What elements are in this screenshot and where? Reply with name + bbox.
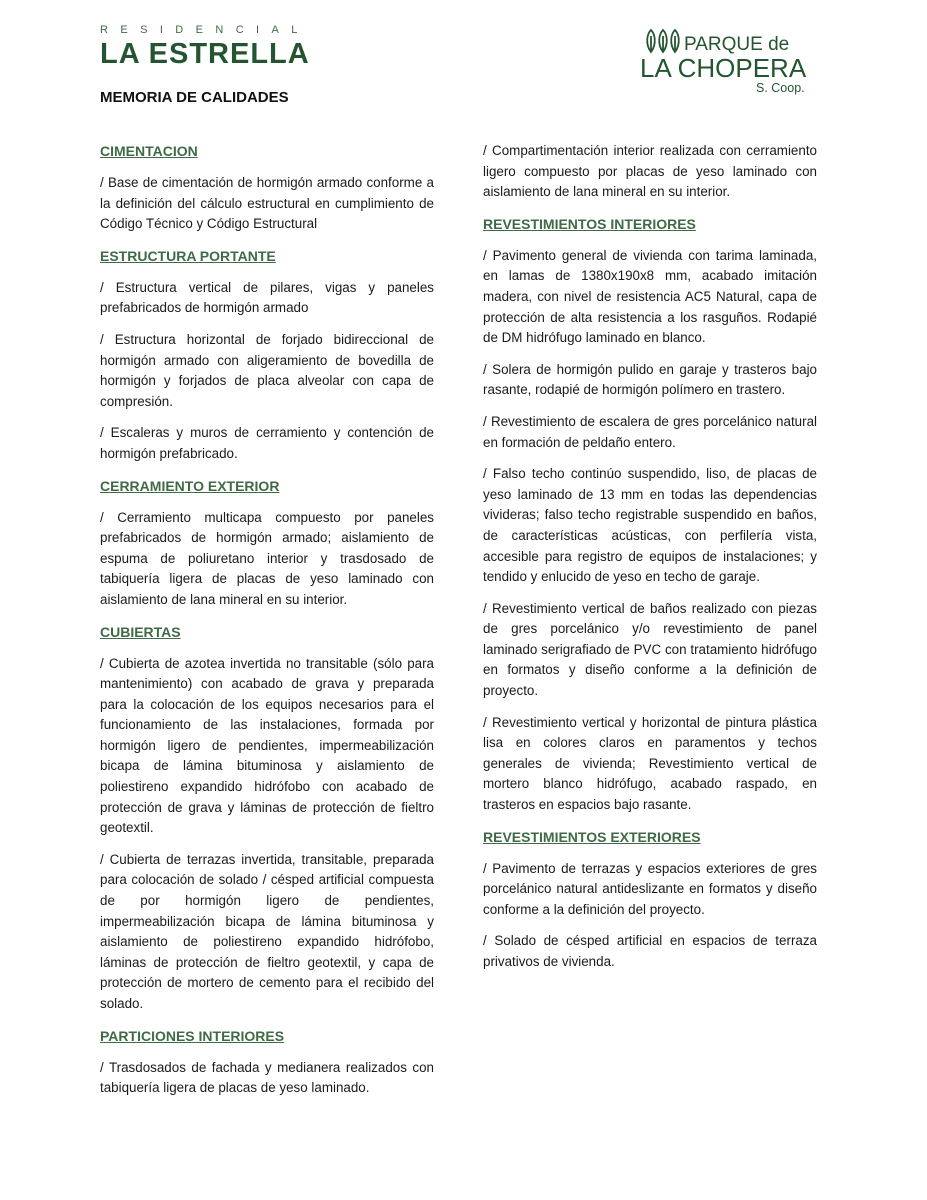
section-heading: ESTRUCTURA PORTANTE — [100, 247, 276, 264]
page-title: MEMORIA DE CALIDADES — [100, 89, 289, 106]
section-paragraph: / Revestimiento de escalera de gres porcelánico natural en formación de peldaño entero. — [483, 413, 817, 450]
left-column — [100, 141, 434, 1110]
section-revestimientos-exteriores — [483, 827, 817, 973]
section-heading: CIMENTACION — [100, 143, 198, 159]
section-cubiertas — [100, 622, 434, 1015]
section-paragraph: / Cubierta de terrazas invertida, transitable, preparada para colocación de solado / césped artificial compuesta de por hormigón ligero de pendientes, impermeabilización bicapa de lámina bituminosa y aislamiento de poliestireno expandido hidrófobo, láminas de protección de fieltro geotextil, y capa de protección de mortero de cemento para el recibido del solado. — [100, 851, 434, 1011]
logo-title: LA ESTRELLA — [100, 38, 310, 70]
section-cerramiento-exterior — [100, 476, 434, 611]
section-paragraph: / Revestimiento vertical de baños realizado con piezas de gres porcelánico y/o revestimiento de panel laminado serigrafiado de PVC con tratamiento hidrófugo en formatos y diseño conforme a la definición de proyecto. — [483, 600, 817, 699]
section-estructura-portante — [100, 246, 434, 465]
logo-line-2: LA CHOPERA — [640, 53, 807, 83]
logo-line-1: PARQUE de — [684, 34, 790, 55]
section-heading: PARTICIONES INTERIORES — [100, 1027, 285, 1044]
section-heading: CERRAMIENTO EXTERIOR — [100, 477, 280, 494]
section-paragraph: / Solera de hormigón pulido en garaje y trasteros bajo rasante, rodapié de hormigón polímero en trastero. — [483, 361, 817, 398]
logo-line-3: S. Coop. — [756, 81, 805, 95]
section-paragraph: / Pavimento de terrazas y espacios exteriores de gres porcelánico natural antideslizante en formatos y diseño conforme a la definición del proyecto. — [483, 860, 817, 917]
section-paragraph: / Revestimiento vertical y horizontal de pintura plástica lisa en colores claros en paramentos y techos generales de vivienda; Revestimiento vertical de mortero blanco hidrófugo, acabado raspado, en trasteros en espacios bajo rasante. — [483, 714, 817, 813]
section-continuation — [483, 141, 817, 203]
section-paragraph: / Trasdosados de fachada y medianera realizados con tabiquería ligera de placas de yeso laminado. — [100, 1059, 434, 1096]
section-paragraph: / Estructura horizontal de forjado bidireccional de hormigón armado con aligeramiento de bovedilla de hormigón y forjados de placa alveolar con capa de compresión. — [100, 331, 434, 409]
section-paragraph: / Falso techo continúo suspendido, liso, de placas de yeso laminado de 13 mm en todas las dependencias vivideras; falso techo registrable suspendido en baños, de características acústicas, con perfilería vista, accesible para registro de equipos de instalaciones; y tendido y enlucido de yeso en techo de garaje. — [483, 466, 817, 585]
section-paragraph: / Compartimentación interior realizada con cerramiento ligero compuesto por placas de yeso laminado con aislamiento de lana mineral en su interior. — [483, 143, 817, 200]
section-heading: REVESTIMIENTOS INTERIORES — [483, 215, 696, 232]
section-heading: REVESTIMIENTOS EXTERIORES — [483, 828, 701, 845]
right-column — [483, 141, 817, 984]
section-paragraph: / Cerramiento multicapa compuesto por paneles prefabricados de hormigón armado; aislamiento de espuma de poliuretano interior y trasdosado de tabiquería ligera de placas de yeso laminado con aislamiento de lana mineral en su interior. — [100, 509, 434, 607]
section-heading: CUBIERTAS — [100, 623, 181, 640]
logo-supertitle: RESIDENCIAL — [100, 24, 310, 36]
section-paragraph: / Cubierta de azotea invertida no transitable (sólo para mantenimiento) con acabado de grava y preparada para la colocación de los equipos necesarios para el funcionamiento de las instalaciones, formada por hormigón ligero de pendientes, impermeabilización bicapa de lámina bituminosa y aislamiento de poliestireno expandido hidrófobo con acabado de protección de grava y láminas de protección de fieltro geotextil. — [100, 655, 434, 836]
section-paragraph: / Escaleras y muros de cerramiento y contención de hormigón prefabricado. — [100, 425, 434, 461]
section-paragraph: / Pavimento general de vivienda con tarima laminada, en lamas de 1380x190x8 mm, acabado imitación madera, con nivel de resistencia AC5 Natural, capa de protección de alta resistencia a los rasguños. Rodapié de DM hidrófugo laminado en blanco. — [483, 247, 817, 346]
section-particiones-interiores — [100, 1026, 434, 1099]
section-cimentacion — [100, 141, 434, 235]
section-paragraph: / Estructura vertical de pilares, vigas y paneles prefabricados de hormigón armado — [100, 279, 434, 316]
section-paragraph: / Solado de césped artificial en espacios de terraza privativos de vivienda. — [483, 933, 817, 969]
leaf-icon — [645, 28, 683, 54]
section-paragraph: / Base de cimentación de hormigón armado conforme a la definición del cálculo estructural en cumplimiento de Código Técnico y Código Estructural — [100, 175, 434, 232]
section-revestimientos-interiores — [483, 214, 817, 816]
logo-residencial-la-estrella — [100, 24, 315, 69]
logo-parque-de-la-chopera — [640, 26, 820, 98]
